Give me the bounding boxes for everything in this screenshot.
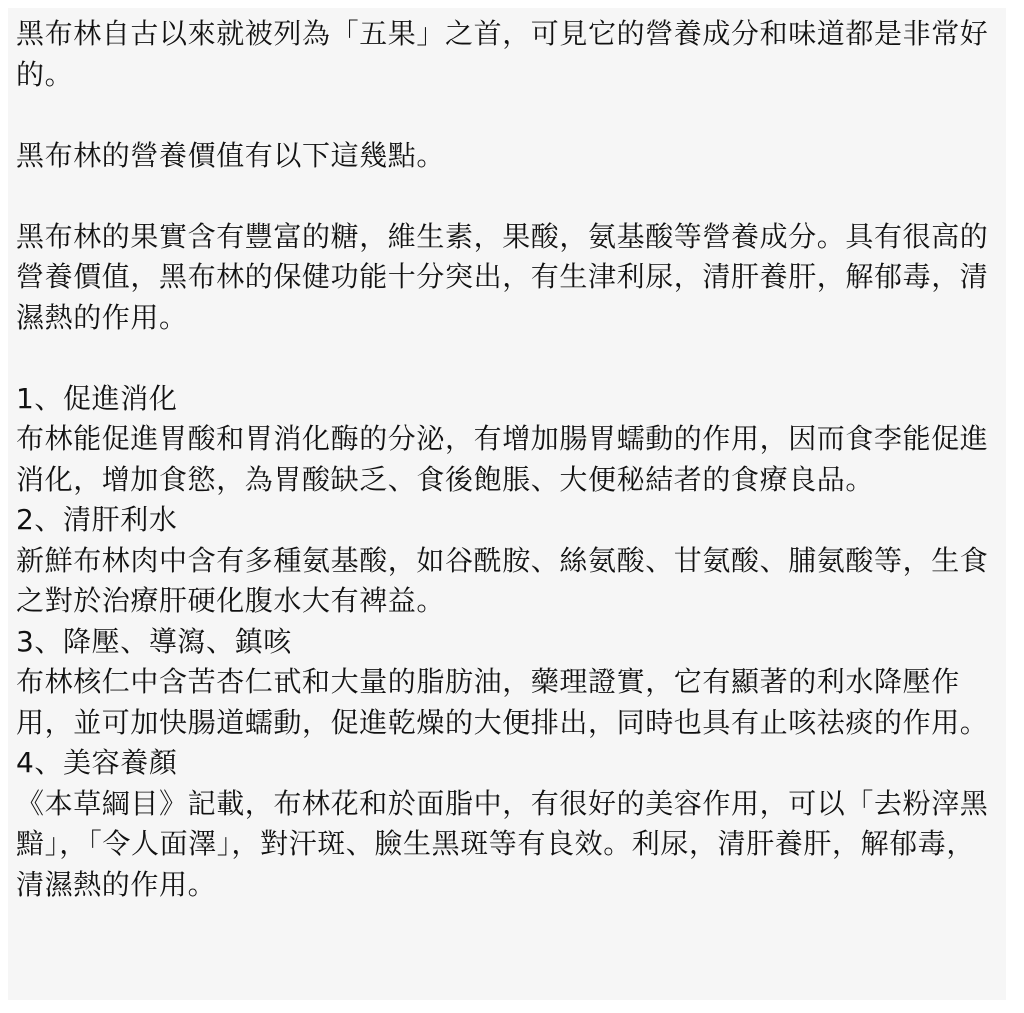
section-body: 新鮮布林肉中含有多種氨基酸，如谷酰胺、絲氨酸、甘氨酸、脯氨酸等，生食之對於治療肝硬化腹水大有裨益。 [16, 543, 989, 617]
section-body: 《本草綱目》記載，布林花和於面脂中，有很好的美容作用，可以「去粉滓黑黯」，「令人面澤」，對汗斑、臉生黑斑等有良效。利尿，清肝養肝，解郁毒，清濕熱的作用。 [16, 786, 989, 901]
document-page [8, 8, 1006, 1000]
paragraph-spacer [16, 95, 998, 136]
summary-paragraph: 黑布林的果實含有豐富的糖，維生素，果酸，氨基酸等營養成分。具有很高的營養價值，黑布林的保健功能十分突出，有生津利尿，清肝養肝，解郁毒，清濕熱的作用。 [16, 219, 989, 334]
lead-paragraph: 黑布林的營養價值有以下這幾點。 [16, 138, 446, 172]
section-heading: 1、促進消化 [16, 381, 178, 415]
paragraph-spacer [16, 338, 998, 379]
section-body: 布林能促進胃酸和胃消化酶的分泌，有增加腸胃蠕動的作用，因而食李能促進消化，增加食慾，為胃酸缺乏、食後飽脹、大便秘結者的食療良品。 [16, 422, 989, 496]
intro-paragraph: 黑布林自古以來就被列為「五果」之首，可見它的營養成分和味道都是非常好的。 [16, 17, 989, 91]
section-heading: 4、美容養顏 [16, 746, 178, 779]
paragraph-spacer [16, 176, 998, 217]
section-body: 布林核仁中含苦杏仁甙和大量的脂肪油，藥理證實，它有顯著的利水降壓作用，並可加快腸道蠕動，促進乾燥的大便排出，同時也具有止咳祛痰的作用。 [16, 665, 989, 739]
section-heading: 3、降壓、導瀉、鎮咳 [16, 624, 292, 658]
section-heading: 2、清肝利水 [16, 503, 178, 536]
